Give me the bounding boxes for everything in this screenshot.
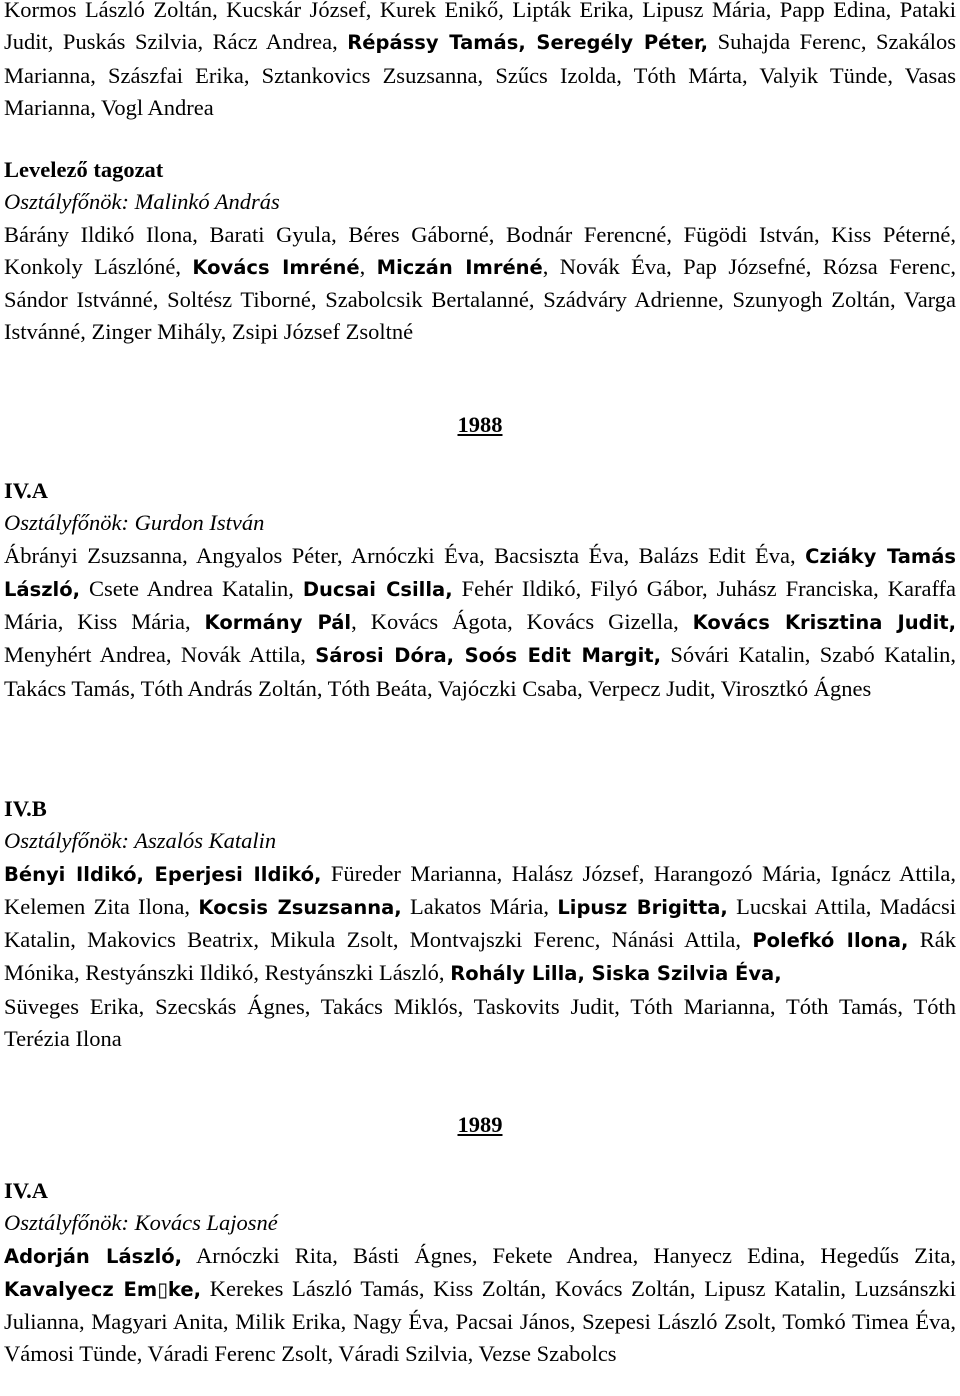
- highlighted-names: Adorján László,: [4, 1244, 183, 1268]
- highlighted-names: Kovács Imréné: [192, 255, 360, 279]
- highlighted-names: Kocsis Zsuzsanna,: [198, 895, 402, 919]
- class-heading: IV.B: [4, 796, 47, 821]
- names: Suhajda Ferenc, Szakálos Marianna, Szászfai Erika, Sztankovics Zsuzsanna, Szűcs Izolda, Tóth Márta, Valyik Tünde, Vasas Marianna, Vogl Andrea: [4, 29, 956, 120]
- names: Süveges Erika, Szecskás Ágnes, Takács Miklós, Taskovits Judit, Tóth Marianna, Tóth Tamás, Tóth Terézia Ilona: [4, 993, 956, 1052]
- class-heading: IV.A: [4, 478, 48, 503]
- names: Rák Mónika, Restyánszki Ildikó, Restyánszki László,: [4, 927, 956, 986]
- names: Menyhért Andrea, Novák Attila,: [4, 642, 316, 668]
- name-list: [4, 540, 956, 705]
- names: Csete Andrea Katalin,: [80, 575, 303, 601]
- intro-section: [4, 0, 956, 124]
- names: ,: [359, 253, 377, 279]
- name-list: [4, 219, 956, 349]
- names: Kerekes László Tamás, Kiss Zoltán, Kovács Zoltán, Lipusz Katalin, Luzsánszki Julianna, Magyari Anita, Milik Erika, Nagy Éva, Pacsai János, Szepesi László Zsolt, Tomkó Timea Éva, Vámosi Tünde, Váradi Ferenc Zsolt, Váradi Szilvia, Vezse Szabolcs: [4, 1275, 956, 1367]
- class-teacher: Osztályfőnök: Kovács Lajosné: [4, 1210, 278, 1236]
- class-teacher: Osztályfőnök: Aszalós Katalin: [4, 828, 277, 854]
- highlighted-names: Rohály Lilla, Siska Szilvia Éva,: [450, 962, 782, 986]
- highlighted-names: Polefkó Ilona,: [752, 929, 909, 953]
- year-heading-1989: 1989: [457, 1112, 503, 1137]
- class-1989-iva: [4, 1175, 956, 1371]
- highlighted-names: Lipusz Brigitta,: [557, 895, 728, 919]
- highlighted-names: Sárosi Dóra, Soós Edit Margit,: [315, 644, 661, 668]
- names: Lucskai Attila, Madácsi Katalin, Makovics Beatrix, Mikula Zsolt, Montvajszki Ferenc, Nánási Attila,: [4, 893, 956, 953]
- names: Füreder Marianna, Halász József, Harangozó Mária, Ignácz Attila, Kelemen Zita Ilona,: [4, 860, 956, 919]
- highlighted-names: Cziáky Tamás László,: [4, 544, 956, 601]
- highlighted-names: Miczán Imréné: [376, 255, 543, 279]
- highlighted-names: Bényi Ildikó, Eperjesi Ildikó,: [4, 862, 322, 886]
- names: Kormos László Zoltán, Kucskár József, Kurek Enikő, Lipták Erika, Lipusz Mária, Papp Edina, Pataki Judit, Puskás Szilvia, Rácz Andrea,: [4, 0, 956, 55]
- class-1988-iva: [4, 475, 956, 705]
- highlighted-names: Ducsai Csilla,: [302, 577, 453, 601]
- names: Fehér Ildikó, Filyó Gábor, Juhász Franciska, Karaffa Mária, Kiss Mária,: [4, 575, 957, 635]
- names: Lakatos Mária,: [401, 893, 558, 919]
- name-list: [4, 0, 956, 124]
- section-heading: Levelező tagozat: [4, 157, 164, 182]
- names: Sóvári Katalin, Szabó Katalin, Takács Tamás, Tóth András Zoltán, Tóth Beáta, Vajóczki Csaba, Verpecz Judit, Virosztkó Ágnes: [4, 642, 956, 701]
- name-list: [4, 1240, 956, 1371]
- names: , Kovács Ágota, Kovács Gizella,: [351, 609, 693, 635]
- highlighted-names: Kavalyecz Em▯ke,: [4, 1277, 201, 1301]
- names: Bárány Ildikó Ilona, Barati Gyula, Béres Gáborné, Bodnár Ferencné, Fügödi István, Kiss Péterné, Konkoly Lászlóné,: [4, 221, 956, 279]
- highlighted-names: Répássy Tamás, Seregély Péter,: [347, 31, 709, 55]
- class-teacher: Osztályfőnök: Gurdon István: [4, 510, 265, 536]
- levelezo-section: [4, 154, 956, 349]
- highlighted-names: Kovács Krisztina Judit,: [692, 611, 956, 635]
- names: , Novák Éva, Pap Józsefné, Rózsa Ferenc, Sándor Istvánné, Soltész Tiborné, Szabolcsik Bertalanné, Szádváry Adrienne, Szunyogh Zoltán, Varga Istvánné, Zinger Mihály, Zsipi József Zsoltné: [4, 253, 957, 345]
- class-heading: IV.A: [4, 1178, 48, 1203]
- class-teacher: Osztályfőnök: Malinkó András: [4, 189, 280, 215]
- name-list: [4, 858, 956, 1056]
- year-heading-1988: 1988: [457, 412, 503, 437]
- class-1988-ivb: [4, 793, 956, 1055]
- names: Ábrányi Zsuzsanna, Angyalos Péter, Arnóczki Éva, Bacsiszta Éva, Balázs Edit Éva,: [4, 542, 806, 568]
- names: Arnóczki Rita, Básti Ágnes, Fekete Andrea, Hanyecz Edina, Hegedűs Zita,: [182, 1242, 956, 1268]
- highlighted-names: Kormány Pál: [204, 611, 352, 635]
